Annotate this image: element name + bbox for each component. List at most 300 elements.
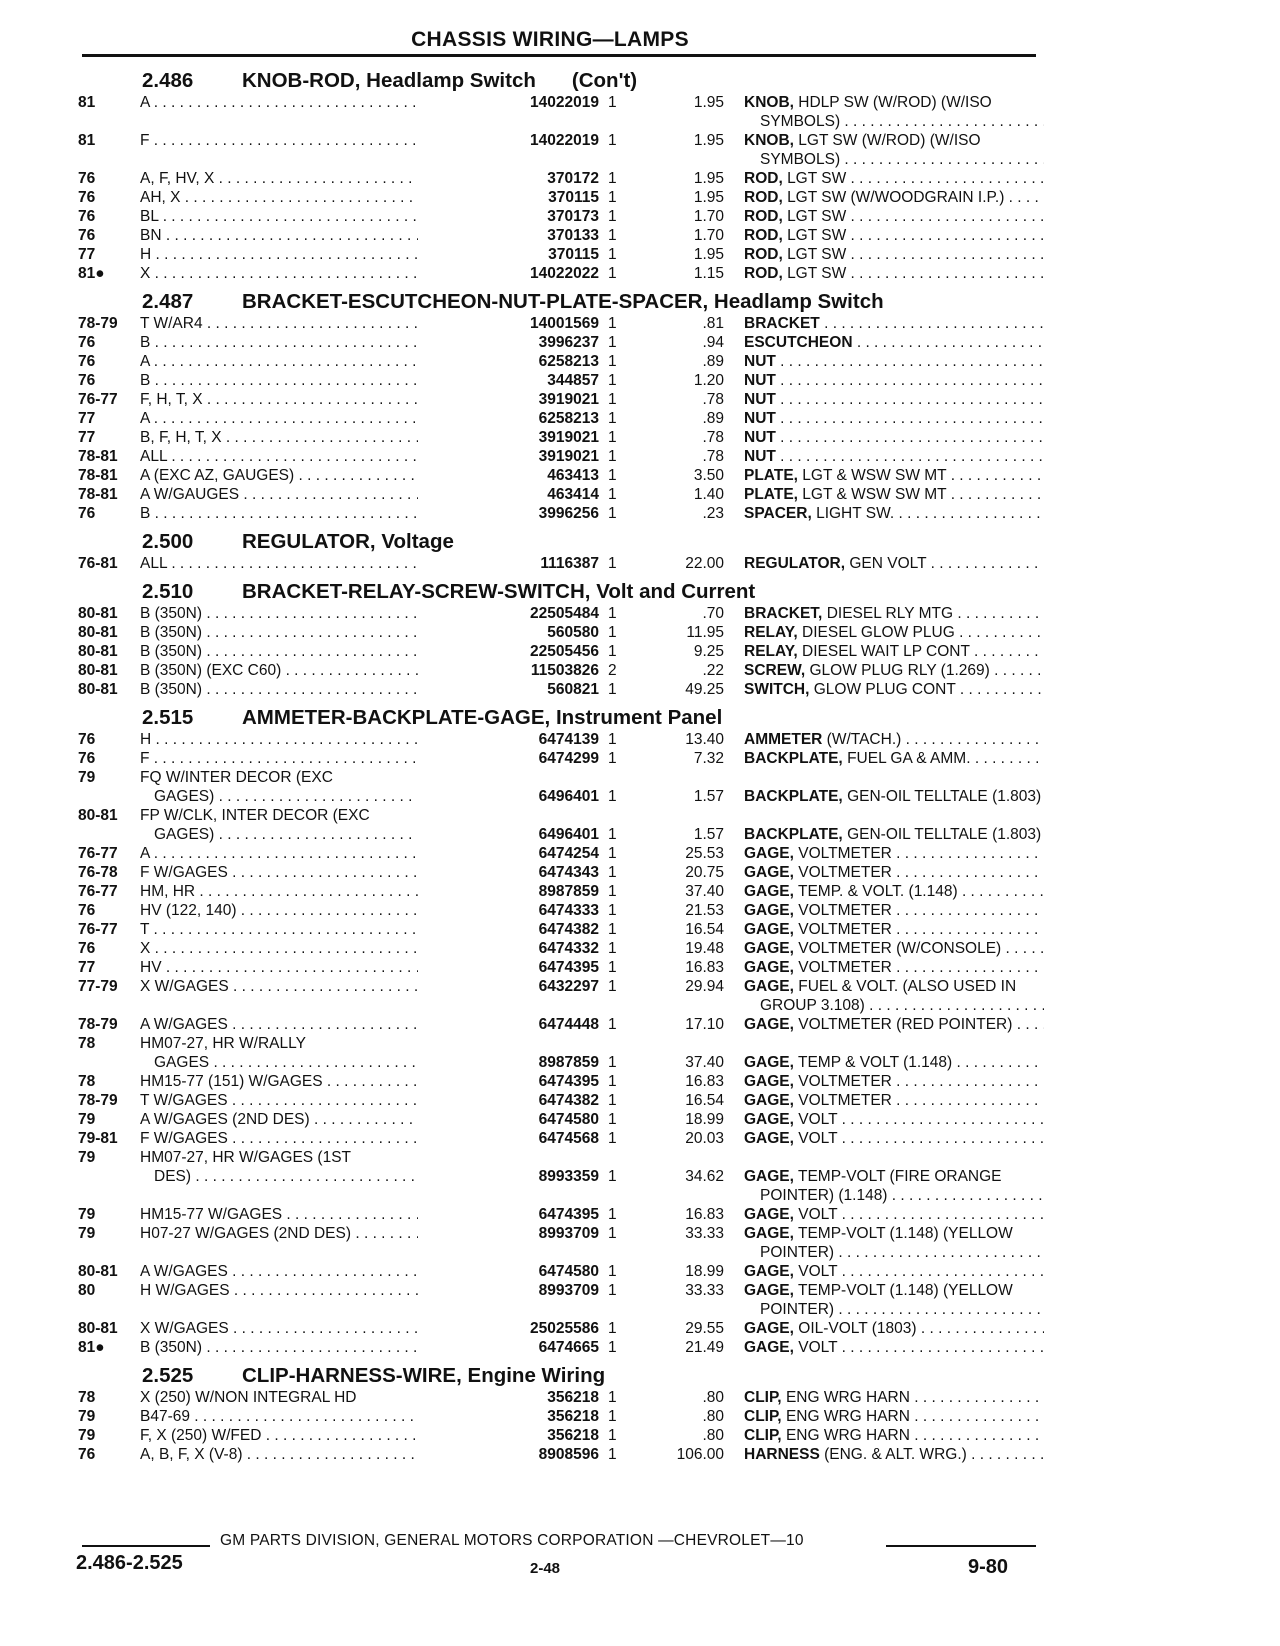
part-detail: GLOW PLUG CONT <box>813 681 956 698</box>
part-number: 463413 <box>418 466 599 485</box>
part-description-continued: POINTER) (1.148) . . . <box>744 1186 1044 1205</box>
price: .94 <box>702 334 724 351</box>
part-name: GAGE, <box>744 978 794 995</box>
model-year: 80-81 <box>78 643 118 660</box>
part-row <box>78 352 1038 371</box>
model-code: A W/GAGES (2ND DES) . . . <box>140 1110 473 1129</box>
part-detail: DIESEL GLOW PLUG <box>802 624 955 641</box>
part-name: ESCUTCHEON <box>744 334 853 351</box>
quantity: 1 <box>608 1427 617 1444</box>
quantity: 1 <box>608 94 617 111</box>
model-code: ALL . . . <box>140 447 473 466</box>
part-number: 11503826 <box>418 661 599 680</box>
quantity: 1 <box>608 1111 617 1128</box>
part-detail: VOLTMETER <box>798 864 892 881</box>
part-detail: LGT SW (W/WOODGRAIN I.P.) <box>787 189 1005 206</box>
model-code: B (350N) . . . <box>140 623 473 642</box>
section-title-main: AMMETER-BACKPLATE-GAGE, <box>242 706 551 729</box>
part-detail: VOLTMETER <box>798 921 892 938</box>
part-number: 6474395 <box>418 1205 599 1224</box>
part-name: CLIP, <box>744 1389 782 1406</box>
quantity: 1 <box>608 826 617 843</box>
model-year: 78-81 <box>78 467 118 484</box>
model-year: 81● <box>78 265 105 282</box>
section-number: 2.525 <box>142 1364 194 1387</box>
part-description <box>744 352 1044 371</box>
part-row <box>78 920 1038 939</box>
part-name: GAGE, <box>744 1320 794 1337</box>
part-description <box>744 371 1044 390</box>
part-name: BACKPLATE, <box>744 750 843 767</box>
part-row <box>78 207 1038 226</box>
model-year: 79 <box>78 1225 96 1242</box>
part-description <box>744 749 1044 768</box>
part-description <box>744 939 1044 958</box>
part-number: 6474332 <box>418 939 599 958</box>
part-detail: VOLT <box>798 1206 838 1223</box>
part-description <box>744 623 1044 642</box>
part-description <box>744 642 1044 661</box>
model-code: ALL . . . <box>140 554 473 573</box>
part-row <box>78 226 1038 245</box>
model-year: 76-77 <box>78 921 118 938</box>
model-code: A, B, F, X (V-8) . . . <box>140 1445 473 1464</box>
part-description <box>744 1015 1044 1034</box>
model-code-continued: DES) . . . <box>140 1167 473 1186</box>
part-description <box>744 901 1044 920</box>
part-description <box>744 977 1044 996</box>
quantity: 1 <box>608 1389 617 1406</box>
part-name: RELAY, <box>744 624 798 641</box>
model-code: B (350N) . . . <box>140 680 473 699</box>
price: 49.25 <box>685 681 724 698</box>
section-subtitle: Headlamp Switch <box>366 69 536 92</box>
part-row <box>78 749 1038 768</box>
part-row <box>78 958 1038 977</box>
model-year: 78-79 <box>78 1092 118 1109</box>
price: 21.49 <box>685 1339 724 1356</box>
model-year: 79 <box>78 1206 96 1223</box>
section-number: 2.515 <box>142 706 194 729</box>
part-name: HARNESS <box>744 1446 820 1463</box>
part-row <box>78 314 1038 333</box>
section-title-main: REGULATOR, <box>242 530 376 553</box>
part-number: 344857 <box>418 371 599 390</box>
part-number: 3919021 <box>418 447 599 466</box>
part-number: 8993359 <box>418 1167 599 1186</box>
quantity: 1 <box>608 864 617 881</box>
price: .80 <box>702 1408 724 1425</box>
part-detail: LIGHT SW. <box>816 505 895 522</box>
part-row <box>78 333 1038 352</box>
price: 11.95 <box>686 624 724 641</box>
price: .89 <box>702 353 724 370</box>
price: .23 <box>702 505 724 522</box>
footer-date: 9-80 <box>968 1556 1009 1578</box>
quantity: 1 <box>608 1206 617 1223</box>
part-name: NUT <box>744 391 776 408</box>
part-detail: VOLT <box>798 1339 838 1356</box>
model-code: HM07-27, HR W/GAGES (1ST <box>140 1149 352 1166</box>
part-row <box>78 1129 1038 1148</box>
part-number: 14022019 <box>418 93 599 112</box>
part-row <box>78 977 1038 1015</box>
section-title <box>242 1364 605 1388</box>
part-row <box>78 131 1038 169</box>
part-description <box>744 93 1044 112</box>
part-detail: DIESEL WAIT LP CONT <box>802 643 970 660</box>
quantity: 1 <box>608 170 617 187</box>
model-year: 80-81 <box>78 605 118 622</box>
quantity: 1 <box>608 372 617 389</box>
quantity: 1 <box>608 750 617 767</box>
quantity: 1 <box>608 643 617 660</box>
part-detail: LGT SW (W/ROD) (W/ISO <box>798 132 981 149</box>
model-year: 78 <box>78 1389 96 1406</box>
part-name: SPACER, <box>744 505 812 522</box>
part-detail: TEMP-VOLT (1.148) (YELLOW <box>797 1225 1013 1242</box>
model-year: 77 <box>78 246 96 263</box>
model-code: A . . . <box>140 409 473 428</box>
model-code: HV (122, 140) . . . <box>140 901 473 920</box>
part-detail: LGT SW <box>787 208 847 225</box>
model-year: 77 <box>78 429 96 446</box>
section-title <box>242 290 884 314</box>
part-number: 463414 <box>418 485 599 504</box>
model-code: B (350N) . . . <box>140 1338 473 1357</box>
section-subtitle: Engine Wiring <box>467 1364 606 1387</box>
part-row <box>78 1205 1038 1224</box>
model-code: HV . . . <box>140 958 473 977</box>
model-year: 80-81 <box>78 624 118 641</box>
part-name: ROD, <box>744 227 783 244</box>
quantity: 1 <box>608 940 617 957</box>
part-description <box>744 1407 1044 1426</box>
part-name: ROD, <box>744 208 783 225</box>
part-description <box>744 409 1044 428</box>
part-name: ROD, <box>744 170 783 187</box>
footer-page-number: 2-48 <box>530 1560 561 1577</box>
section-continued: (Con't) <box>571 69 638 92</box>
quantity: 1 <box>608 1225 617 1242</box>
part-description <box>744 1091 1044 1110</box>
part-number: 6474382 <box>418 920 599 939</box>
part-description <box>744 863 1044 882</box>
part-detail: HDLP SW (W/ROD) (W/ISO <box>798 94 992 111</box>
part-name: GAGE, <box>744 902 794 919</box>
model-year: 76 <box>78 353 96 370</box>
model-code: A W/GAUGES . . . <box>140 485 473 504</box>
part-row <box>78 1015 1038 1034</box>
part-number: 6474395 <box>418 1072 599 1091</box>
part-description <box>744 207 1044 226</box>
price: 16.54 <box>685 1092 724 1109</box>
section-heading <box>78 699 1038 730</box>
model-year: 76 <box>78 208 96 225</box>
part-number: 6432297 <box>418 977 599 996</box>
part-name: GAGE, <box>744 1225 794 1242</box>
model-year: 78 <box>78 1073 96 1090</box>
quantity: 1 <box>608 467 617 484</box>
model-code-continued: GAGES . . . <box>140 1053 473 1072</box>
parts-list <box>78 62 1042 1464</box>
part-row <box>78 428 1038 447</box>
price: 18.99 <box>685 1111 724 1128</box>
model-code: A . . . <box>140 93 473 112</box>
part-detail: ENG WRG HARN <box>785 1389 910 1406</box>
part-description <box>744 485 1044 504</box>
part-detail: ENG WRG HARN <box>785 1427 910 1444</box>
part-name: NUT <box>744 410 776 427</box>
part-name: REGULATOR, <box>744 555 846 572</box>
model-code: A . . . <box>140 352 473 371</box>
model-year: 79 <box>78 1427 96 1444</box>
quantity: 1 <box>608 1408 617 1425</box>
part-description-continued: SYMBOLS) . . . <box>744 112 1044 131</box>
part-number: 6496401 <box>418 787 599 806</box>
part-name: BRACKET, <box>744 605 823 622</box>
model-year: 76-77 <box>78 883 118 900</box>
part-name: GAGE, <box>744 921 794 938</box>
part-description <box>744 264 1044 283</box>
price: 16.83 <box>685 1073 724 1090</box>
model-code: T W/GAGES . . . <box>140 1091 473 1110</box>
part-row <box>78 1262 1038 1281</box>
quantity: 1 <box>608 1263 617 1280</box>
price: 1.15 <box>693 265 724 282</box>
part-detail: VOLTMETER <box>798 1073 892 1090</box>
part-number: 3919021 <box>418 390 599 409</box>
part-name: GAGE, <box>744 1111 794 1128</box>
model-code: B, F, H, T, X . . . <box>140 428 473 447</box>
part-description-continued: POINTER) . . . <box>744 1243 1044 1262</box>
model-year: 76 <box>78 505 96 522</box>
model-year: 80-81 <box>78 1263 118 1280</box>
quantity: 1 <box>608 132 617 149</box>
price: .81 <box>702 315 724 332</box>
model-code: F, X (250) W/FED . . . <box>140 1426 473 1445</box>
model-code: T W/AR4 . . . <box>140 314 473 333</box>
price: 1.40 <box>693 486 724 503</box>
model-year: 80-81 <box>78 681 118 698</box>
section-title-main: BRACKET-ESCUTCHEON-NUT-PLATE-SPACER, <box>242 290 709 313</box>
part-description <box>744 1205 1044 1224</box>
part-number: 356218 <box>418 1388 599 1407</box>
model-code: X (250) W/NON INTEGRAL HD <box>140 1389 357 1406</box>
model-year: 76 <box>78 334 96 351</box>
part-number: 22505484 <box>418 604 599 623</box>
part-name: GAGE, <box>744 1168 794 1185</box>
part-row <box>78 1224 1038 1262</box>
part-name: GAGE, <box>744 1016 794 1033</box>
part-number: 6474382 <box>418 1091 599 1110</box>
section-heading <box>78 573 1038 604</box>
part-name: GAGE, <box>744 1130 794 1147</box>
part-number: 6474665 <box>418 1338 599 1357</box>
section-title-main: BRACKET-RELAY-SCREW-SWITCH, <box>242 580 591 603</box>
part-description <box>744 1053 1044 1072</box>
price: 37.40 <box>685 883 724 900</box>
model-code: X W/GAGES . . . <box>140 977 473 996</box>
part-number: 370115 <box>418 245 599 264</box>
model-code: T . . . <box>140 920 473 939</box>
part-name: GAGE, <box>744 1206 794 1223</box>
part-row <box>78 169 1038 188</box>
price: .78 <box>702 448 724 465</box>
part-row <box>78 844 1038 863</box>
part-name: GAGE, <box>744 1054 794 1071</box>
price: 34.62 <box>685 1168 724 1185</box>
quantity: 1 <box>608 227 617 244</box>
quantity: 1 <box>608 555 617 572</box>
part-number: 356218 <box>418 1426 599 1445</box>
part-description <box>744 466 1044 485</box>
part-detail: VOLT <box>798 1130 838 1147</box>
price: 1.95 <box>693 170 724 187</box>
quantity: 1 <box>608 1092 617 1109</box>
section-heading <box>78 523 1038 554</box>
part-name: NUT <box>744 429 776 446</box>
part-row <box>78 604 1038 623</box>
part-row <box>78 730 1038 749</box>
part-description <box>744 554 1044 573</box>
part-detail: VOLTMETER <box>798 959 892 976</box>
part-detail: VOLT <box>798 1111 838 1128</box>
model-year: 76 <box>78 902 96 919</box>
price: 1.20 <box>693 372 724 389</box>
part-detail: VOLTMETER <box>798 902 892 919</box>
part-number: 3919021 <box>418 428 599 447</box>
price: 17.10 <box>685 1016 724 1033</box>
price: .78 <box>702 391 724 408</box>
price: 106.00 <box>676 1446 724 1463</box>
part-description <box>744 1224 1044 1243</box>
part-detail: FUEL & VOLT. (ALSO USED IN <box>798 978 1017 995</box>
price: 16.83 <box>685 959 724 976</box>
part-name: GAGE, <box>744 1092 794 1109</box>
section-number: 2.487 <box>142 290 194 313</box>
part-name: GAGE, <box>744 845 794 862</box>
part-number: 3996237 <box>418 333 599 352</box>
model-code: H W/GAGES . . . <box>140 1281 473 1300</box>
price: 20.75 <box>685 864 724 881</box>
part-name: CLIP, <box>744 1427 782 1444</box>
part-detail: VOLTMETER <box>798 845 892 862</box>
model-code: FP W/CLK, INTER DECOR (EXC <box>140 807 370 824</box>
part-number: 8993709 <box>418 1281 599 1300</box>
part-number: 1116387 <box>418 554 599 573</box>
section-subtitle: Volt and Current <box>596 580 756 603</box>
section-heading <box>78 62 1038 93</box>
price: .80 <box>702 1427 724 1444</box>
part-name: GAGE, <box>744 864 794 881</box>
quantity: 1 <box>608 1339 617 1356</box>
part-description <box>744 169 1044 188</box>
part-number: 6474448 <box>418 1015 599 1034</box>
quantity: 1 <box>608 189 617 206</box>
part-row <box>78 1034 1038 1072</box>
quantity: 1 <box>608 246 617 263</box>
part-detail: (ENG. & ALT. WRG.) <box>824 1446 967 1463</box>
part-number: 6474139 <box>418 730 599 749</box>
part-detail: VOLT <box>798 1263 838 1280</box>
quantity: 1 <box>608 1446 617 1463</box>
price: .22 <box>702 662 724 679</box>
part-detail: LGT SW <box>787 265 847 282</box>
footer-rule-left <box>82 1545 210 1547</box>
part-number: 8993709 <box>418 1224 599 1243</box>
part-row <box>78 1110 1038 1129</box>
model-year: 80-81 <box>78 1320 118 1337</box>
section-subtitle: Instrument Panel <box>555 706 723 729</box>
model-year: 79 <box>78 1149 96 1166</box>
model-year: 77 <box>78 410 96 427</box>
model-code: F W/GAGES . . . <box>140 863 473 882</box>
quantity: 1 <box>608 845 617 862</box>
price: 1.57 <box>693 826 724 843</box>
part-number: 560821 <box>418 680 599 699</box>
quantity: 1 <box>608 1130 617 1147</box>
part-description <box>744 390 1044 409</box>
part-row <box>78 371 1038 390</box>
model-year: 76-78 <box>78 864 118 881</box>
quantity: 1 <box>608 410 617 427</box>
model-code: B . . . <box>140 371 473 390</box>
price: 29.55 <box>685 1320 724 1337</box>
part-detail: TEMP-VOLT (1.148) (YELLOW <box>797 1282 1013 1299</box>
part-detail: VOLTMETER (W/CONSOLE) <box>798 940 1002 957</box>
part-name: NUT <box>744 353 776 370</box>
model-code: HM, HR . . . <box>140 882 473 901</box>
part-description <box>744 787 1044 806</box>
footer-rule-right <box>886 1545 1036 1547</box>
quantity: 2 <box>608 662 617 679</box>
part-description <box>744 1281 1044 1300</box>
model-code: A, F, HV, X . . . <box>140 169 473 188</box>
model-code: HM15-77 (151) W/GAGES . . . <box>140 1072 473 1091</box>
model-code: A W/GAGES . . . <box>140 1015 473 1034</box>
part-detail: GEN VOLT <box>849 555 927 572</box>
section-subtitle: Headlamp Switch <box>713 290 884 313</box>
quantity: 1 <box>608 624 617 641</box>
price: 1.57 <box>693 788 724 805</box>
part-description <box>744 428 1044 447</box>
part-name: BRACKET <box>744 315 820 332</box>
part-detail: GEN-OIL TELLTALE (1.803) <box>847 788 1042 805</box>
model-year: 76 <box>78 1446 96 1463</box>
part-number: 14001569 <box>418 314 599 333</box>
model-year: 78 <box>78 1035 96 1052</box>
part-detail: TEMP. & VOLT. (1.148) <box>797 883 958 900</box>
part-description <box>744 1110 1044 1129</box>
part-description <box>744 1445 1044 1464</box>
model-year: 81 <box>78 132 96 149</box>
section-title <box>242 69 536 93</box>
part-description <box>744 844 1044 863</box>
price: .70 <box>702 605 724 622</box>
model-code: A . . . <box>140 844 473 863</box>
part-name: SWITCH, <box>744 681 810 698</box>
model-year: 76-77 <box>78 845 118 862</box>
part-name: GAGE, <box>744 1073 794 1090</box>
part-number: 25025586 <box>418 1319 599 1338</box>
price: 1.70 <box>693 208 724 225</box>
part-row <box>78 447 1038 466</box>
price: 1.95 <box>693 132 724 149</box>
part-number: 6474568 <box>418 1129 599 1148</box>
model-year: 80-81 <box>78 662 118 679</box>
part-name: KNOB, <box>744 132 794 149</box>
